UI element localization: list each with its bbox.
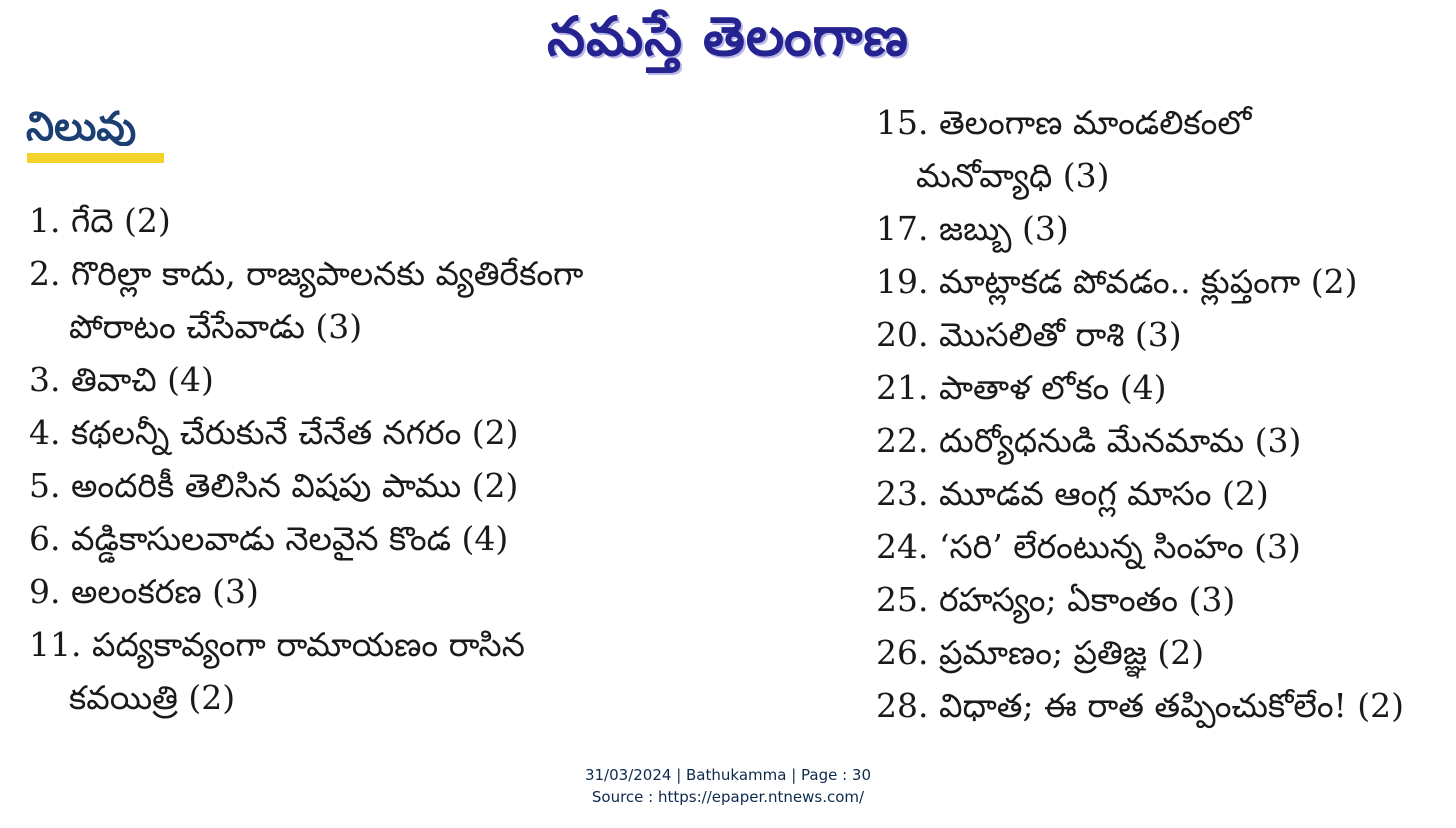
newspaper-logo: నమస్తే తెలంగాణ <box>547 4 909 68</box>
clue-text: మూడవ ఆంగ్ల మాసం (2) <box>938 474 1269 513</box>
clue-text: పోరాటం చేసేవాడు (3) <box>69 307 363 346</box>
footer <box>0 764 1456 808</box>
clue-text: జబ్బు (3) <box>938 209 1069 248</box>
clue-text: ప్రమాణం; ప్రతిజ్ఞ (2) <box>938 633 1205 672</box>
clue-number: 25. <box>876 580 929 619</box>
clue-number: 26. <box>876 633 929 672</box>
clue-item <box>876 626 1456 679</box>
clue-number: 19. <box>876 262 929 301</box>
clue-item <box>876 520 1456 573</box>
clue-item <box>29 459 849 512</box>
clue-text: పాతాళ లోకం (4) <box>938 368 1167 407</box>
clue-item <box>876 361 1456 414</box>
clue-number: 24. <box>876 527 929 566</box>
clue-text: వడ్డికాసులవాడు నెలవైన కొండ (4) <box>71 519 509 558</box>
clue-text: మనోవ్యాధి (3) <box>916 156 1110 195</box>
clue-number: 22. <box>876 421 929 460</box>
clue-text: ‘సరి’ లేరంటున్న సింహం (3) <box>938 527 1301 566</box>
clue-number: 1. <box>29 201 61 240</box>
clue-item <box>29 618 849 724</box>
clue-item <box>876 467 1456 520</box>
clue-number: 15. <box>876 103 929 142</box>
clue-text: గేదె (2) <box>71 201 171 240</box>
clue-item <box>876 679 1456 732</box>
clue-item <box>876 202 1456 255</box>
footer-source-line: Source : https://epaper.ntnews.com/ <box>591 788 865 806</box>
clue-item <box>876 255 1456 308</box>
left-clue-column <box>29 194 849 724</box>
clue-number: 23. <box>876 474 929 513</box>
clues-area <box>0 96 1456 748</box>
clue-item <box>29 194 849 247</box>
clue-item <box>876 414 1456 467</box>
clue-item <box>876 573 1456 626</box>
clue-item <box>29 565 849 618</box>
clue-text: పద్యకావ్యంగా రామాయణం రాసిన <box>91 625 525 664</box>
clue-item <box>29 247 849 353</box>
clue-number: 9. <box>29 572 61 611</box>
clue-item <box>876 96 1456 202</box>
clue-text: మాట్లాకడ పోవడం.. క్లుప్తంగా (2) <box>938 262 1358 301</box>
clue-text: రహస్యం; ఏకాంతం (3) <box>938 580 1236 619</box>
clue-text: గొరిల్లా కాదు, రాజ్యపాలనకు వ్యతిరేకంగా <box>71 254 584 293</box>
masthead <box>0 0 1456 86</box>
clue-text: తెలంగాణ మాండలికంలో <box>938 103 1252 142</box>
clue-item <box>29 406 849 459</box>
clue-text: మొసలితో రాశి (3) <box>938 315 1182 354</box>
clue-text: కవయిత్రి (2) <box>69 678 236 717</box>
clue-number: 4. <box>29 413 61 452</box>
clue-number: 17. <box>876 209 929 248</box>
clue-number: 3. <box>29 360 61 399</box>
clue-text: అలంకరణ (3) <box>71 572 259 611</box>
clue-number: 28. <box>876 686 929 725</box>
clue-text: తివాచి (4) <box>71 360 214 399</box>
clue-item <box>29 512 849 565</box>
clue-number: 11. <box>29 625 82 664</box>
clue-number: 20. <box>876 315 929 354</box>
clue-number: 2. <box>29 254 61 293</box>
clue-item <box>29 353 849 406</box>
footer-date-line: 31/03/2024 | Bathukamma | Page : 30 <box>584 766 872 784</box>
clue-number: 5. <box>29 466 61 505</box>
clue-number: 21. <box>876 368 929 407</box>
clue-number: 6. <box>29 519 61 558</box>
clue-text: దుర్యోధనుడి మేనమామ (3) <box>938 421 1302 460</box>
section-title: నిలువు <box>26 104 137 146</box>
clue-text: కథలన్నీ చేరుకునే చేనేత నగరం (2) <box>71 413 519 452</box>
right-clue-column <box>876 96 1456 732</box>
clue-item <box>876 308 1456 361</box>
clue-text: అందరికీ తెలిసిన విషపు పాము (2) <box>71 466 519 505</box>
clue-text: విధాత; ఈ రాత తప్పించుకోలేం! (2) <box>938 686 1405 725</box>
